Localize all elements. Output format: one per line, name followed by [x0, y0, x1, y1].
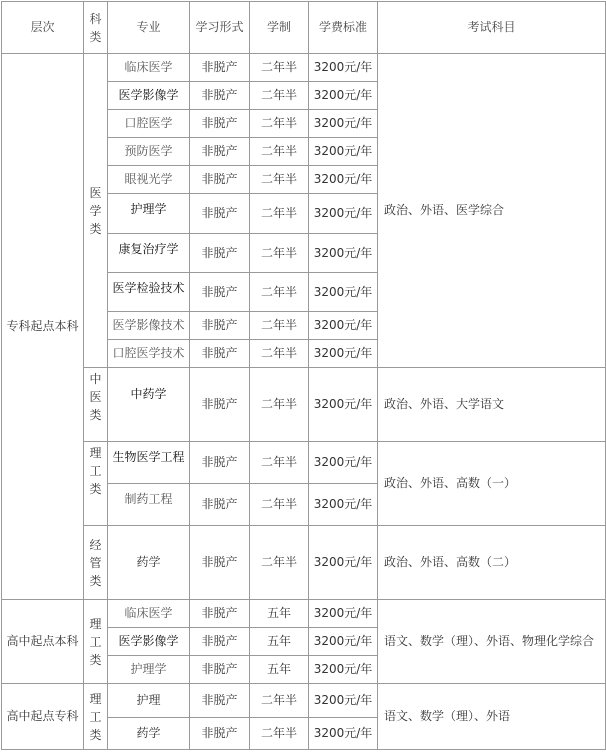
duration-cell: 二年半 — [250, 234, 309, 273]
major-cell: 护理学 — [108, 656, 190, 684]
study-form-cell: 非脱产 — [190, 628, 250, 656]
level-cell: 高中起点专科 — [2, 684, 84, 750]
level-cell: 专科起点本科 — [2, 54, 84, 600]
duration-cell: 二年半 — [250, 273, 309, 312]
subjects-cell: 政治、外语、医学综合 — [378, 54, 606, 368]
category-cell: 理 工 类 — [84, 442, 108, 526]
major-cell: 眼视光学 — [108, 166, 190, 194]
study-form-cell: 非脱产 — [190, 234, 250, 273]
header-subjects: 考试科目 — [378, 2, 606, 54]
study-form-cell: 非脱产 — [190, 273, 250, 312]
fee-cell: 3200元/年 — [309, 234, 378, 273]
study-form-cell: 非脱产 — [190, 600, 250, 628]
major-cell: 临床医学 — [108, 600, 190, 628]
duration-cell: 二年半 — [250, 194, 309, 234]
admissions-table — [1, 1, 606, 750]
duration-cell: 二年半 — [250, 684, 309, 718]
study-form-cell: 非脱产 — [190, 684, 250, 718]
study-form-cell: 非脱产 — [190, 166, 250, 194]
study-form-cell: 非脱产 — [190, 656, 250, 684]
study-form-cell: 非脱产 — [190, 442, 250, 484]
study-form-cell: 非脱产 — [190, 484, 250, 526]
subjects-cell: 语文、数学（理）、外语、物理化学综合 — [378, 600, 606, 684]
table-row — [2, 526, 606, 600]
fee-cell: 3200元/年 — [309, 138, 378, 166]
major-cell: 临床医学 — [108, 54, 190, 82]
major-cell: 预防医学 — [108, 138, 190, 166]
header-level: 层次 — [2, 2, 84, 54]
fee-cell: 3200元/年 — [309, 628, 378, 656]
fee-cell: 3200元/年 — [309, 600, 378, 628]
fee-cell: 3200元/年 — [309, 526, 378, 600]
major-cell: 医学影像学 — [108, 628, 190, 656]
duration-cell: 二年半 — [250, 110, 309, 138]
duration-cell: 二年半 — [250, 166, 309, 194]
subjects-cell: 政治、外语、高数（二） — [378, 526, 606, 600]
duration-cell: 二年半 — [250, 138, 309, 166]
fee-cell: 3200元/年 — [309, 340, 378, 368]
category-cell: 经 管 类 — [84, 526, 108, 600]
major-cell: 医学检验技术 — [108, 273, 190, 312]
duration-cell: 五年 — [250, 600, 309, 628]
fee-cell: 3200元/年 — [309, 442, 378, 484]
fee-cell: 3200元/年 — [309, 273, 378, 312]
duration-cell: 二年半 — [250, 526, 309, 600]
major-cell: 药学 — [108, 718, 190, 750]
duration-cell: 五年 — [250, 628, 309, 656]
table-row — [2, 54, 606, 82]
subjects-cell: 政治、外语、高数（一） — [378, 442, 606, 526]
category-cell: 医 学 类 — [84, 54, 108, 368]
major-cell: 医学影像技术 — [108, 312, 190, 340]
major-cell: 医学影像学 — [108, 82, 190, 110]
fee-cell: 3200元/年 — [309, 368, 378, 442]
study-form-cell: 非脱产 — [190, 110, 250, 138]
level-cell: 高中起点本科 — [2, 600, 84, 684]
duration-cell: 二年半 — [250, 340, 309, 368]
fee-cell: 3200元/年 — [309, 656, 378, 684]
subjects-cell: 政治、外语、大学语文 — [378, 368, 606, 442]
subjects-cell: 语文、数学（理）、外语 — [378, 684, 606, 750]
study-form-cell: 非脱产 — [190, 526, 250, 600]
study-form-cell: 非脱产 — [190, 718, 250, 750]
header-duration: 学制 — [250, 2, 309, 54]
category-cell: 理 工 类 — [84, 684, 108, 750]
major-cell: 口腔医学技术 — [108, 340, 190, 368]
duration-cell: 二年半 — [250, 54, 309, 82]
study-form-cell: 非脱产 — [190, 312, 250, 340]
major-cell: 中药学 — [108, 368, 190, 442]
fee-cell: 3200元/年 — [309, 484, 378, 526]
table-row — [2, 684, 606, 718]
duration-cell: 二年半 — [250, 312, 309, 340]
header-study-form: 学习形式 — [190, 2, 250, 54]
major-cell: 口腔医学 — [108, 110, 190, 138]
fee-cell: 3200元/年 — [309, 110, 378, 138]
study-form-cell: 非脱产 — [190, 138, 250, 166]
table-row — [2, 600, 606, 628]
fee-cell: 3200元/年 — [309, 82, 378, 110]
header-fee: 学费标准 — [309, 2, 378, 54]
fee-cell: 3200元/年 — [309, 54, 378, 82]
major-cell: 护理学 — [108, 194, 190, 234]
major-cell: 生物医学工程 — [108, 442, 190, 484]
duration-cell: 二年半 — [250, 368, 309, 442]
category-cell: 理 工 类 — [84, 600, 108, 684]
major-cell: 康复治疗学 — [108, 234, 190, 273]
major-cell: 制药工程 — [108, 484, 190, 526]
header-category: 科 类 — [84, 2, 108, 54]
major-cell: 药学 — [108, 526, 190, 600]
header-major: 专业 — [108, 2, 190, 54]
major-cell: 护理 — [108, 684, 190, 718]
fee-cell: 3200元/年 — [309, 166, 378, 194]
fee-cell: 3200元/年 — [309, 194, 378, 234]
fee-cell: 3200元/年 — [309, 718, 378, 750]
duration-cell: 五年 — [250, 656, 309, 684]
duration-cell: 二年半 — [250, 442, 309, 484]
fee-cell: 3200元/年 — [309, 684, 378, 718]
study-form-cell: 非脱产 — [190, 54, 250, 82]
duration-cell: 二年半 — [250, 718, 309, 750]
study-form-cell: 非脱产 — [190, 82, 250, 110]
fee-cell: 3200元/年 — [309, 312, 378, 340]
category-cell: 中 医 类 — [84, 368, 108, 442]
table-row — [2, 368, 606, 442]
study-form-cell: 非脱产 — [190, 194, 250, 234]
study-form-cell: 非脱产 — [190, 368, 250, 442]
duration-cell: 二年半 — [250, 82, 309, 110]
study-form-cell: 非脱产 — [190, 340, 250, 368]
duration-cell: 二年半 — [250, 484, 309, 526]
table-row — [2, 442, 606, 484]
